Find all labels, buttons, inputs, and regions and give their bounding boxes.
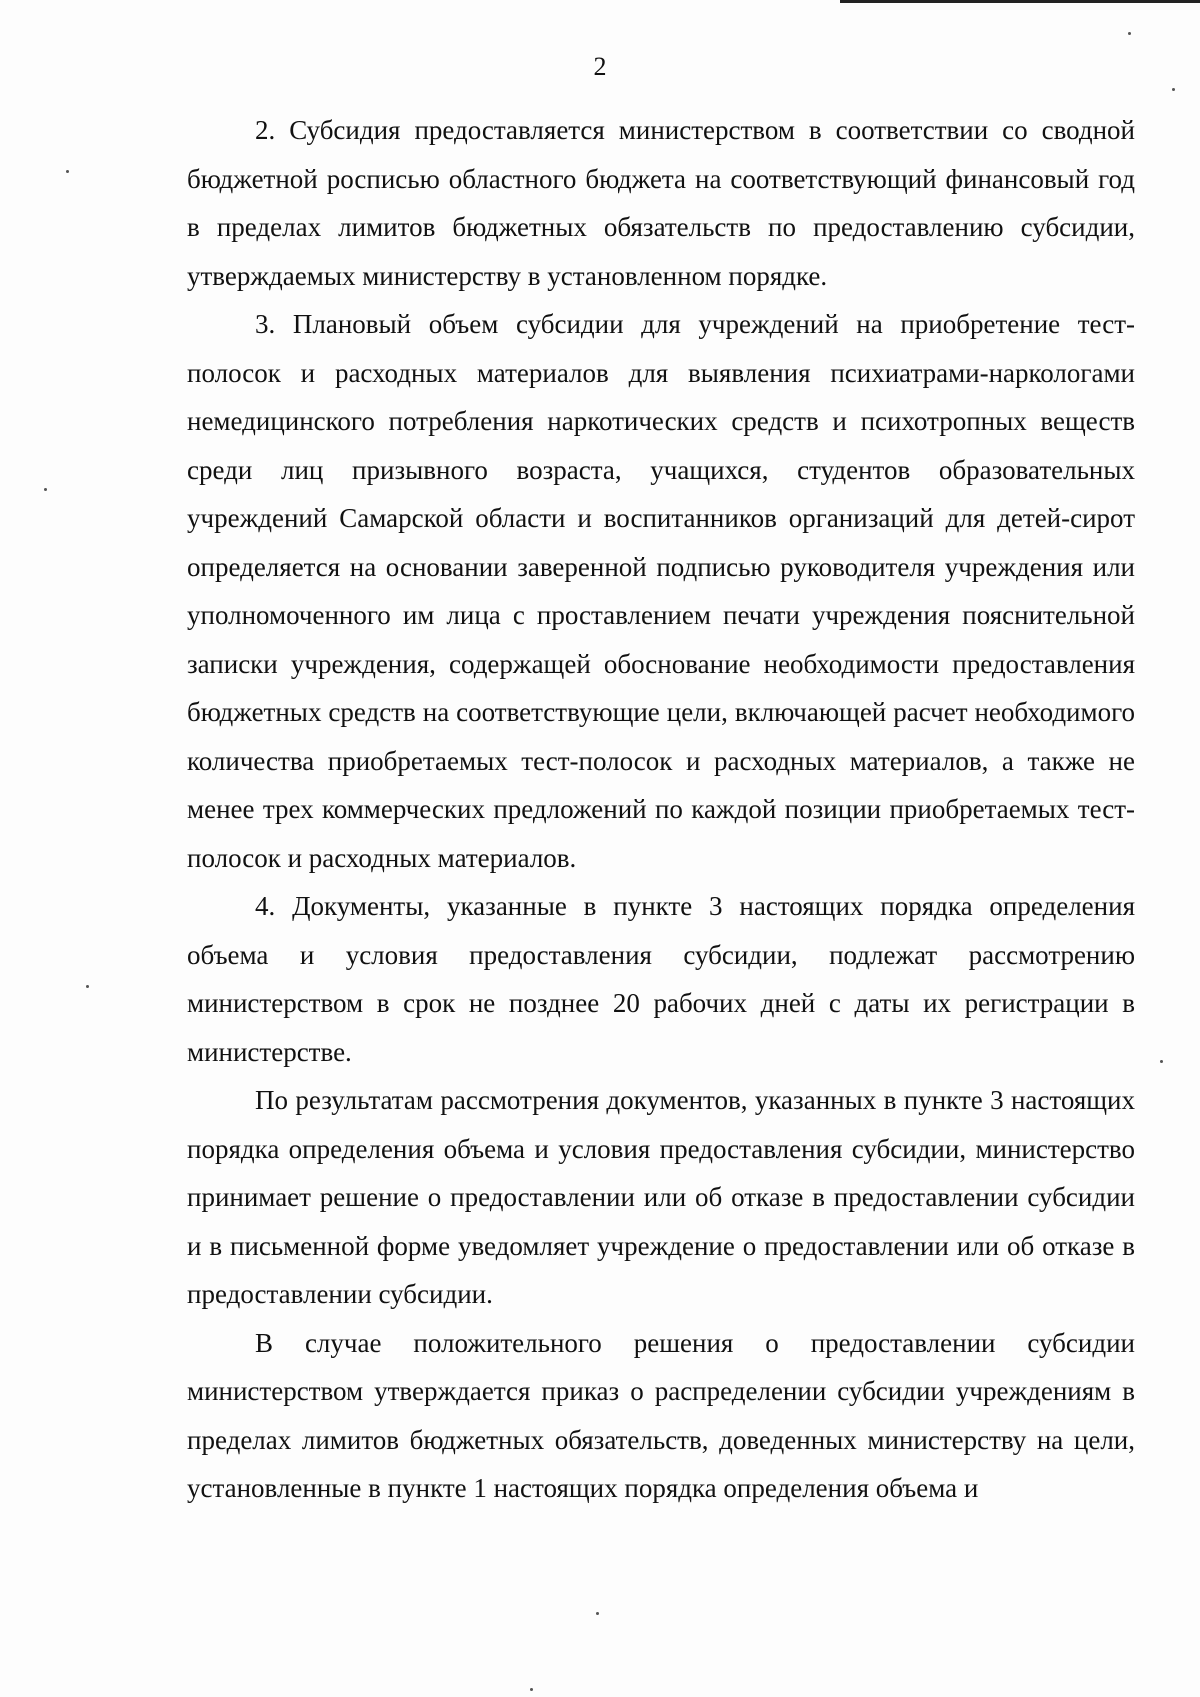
- paragraph-2: 2. Субсидия предоставляется министерством в соответствии со сводной бюджетной росписью областного бюджета на соответствующий финансовый год в пределах лимитов бюджетных обязательств по предоставлению субсидии, утверждаемых министерству в установленном порядке.: [187, 115, 1135, 291]
- paragraph-positive-decision: В случае положительного решения о предоставлении субсидии министерством утверждается приказ о распределении субсидии учреждениям в пределах лимитов бюджетных обязательств, доведенных министерству на цели, установленные в пункте 1 настоящих порядка определения объема и: [187, 1327, 1135, 1503]
- paragraph-review-results: По результатам рассмотрения документов, указанных в пункте 3 настоящих порядка определения объема и условия предоставления субсидии, министерство принимает решение о предоставлении или об отказе в предоставлении субсидии и в письменной форме уведомляет учреждение о предоставлении или об отказе в предоставлении субсидии.: [187, 1085, 1135, 1309]
- scan-speck: [66, 170, 69, 173]
- document-body: [187, 106, 1135, 1513]
- scan-speck: [44, 488, 47, 491]
- scan-speck: [1160, 1060, 1163, 1063]
- scan-speck: [530, 1688, 533, 1691]
- scan-speck: [596, 1612, 599, 1615]
- scan-edge-line: [840, 0, 1200, 3]
- scan-speck: [1128, 32, 1131, 35]
- paragraph-3: 3. Плановый объем субсидии для учреждений на приобретение тест-полосок и расходных материалов для выявления психиатрами-наркологами немедицинского потребления наркотических средств и психотропных веществ среди лиц призывного возраста, учащихся, студентов образовательных учреждений Самарской области и воспитанников организаций для детей-сирот определяется на основании заверенной подписью руководителя учреждения или уполномоченного им лица с проставлением печати учреждения пояснительной записки учреждения, содержащей обоснование необходимости предоставления бюджетных средств на соответствующие цели, включающей расчет необходимого количества приобретаемых тест-полосок и расходных материалов, а также не менее трех коммерческих предложений по каждой позиции приобретаемых тест-полосок и расходных материалов.: [187, 309, 1135, 873]
- paragraph-4: 4. Документы, указанные в пункте 3 настоящих порядка определения объема и условия предоставления субсидии, подлежат рассмотрению министерством в срок не позднее 20 рабочих дней с даты их регистрации в министерстве.: [187, 891, 1135, 1067]
- scan-speck: [1172, 88, 1175, 91]
- page-number: 2: [593, 52, 607, 81]
- scan-speck: [86, 985, 89, 988]
